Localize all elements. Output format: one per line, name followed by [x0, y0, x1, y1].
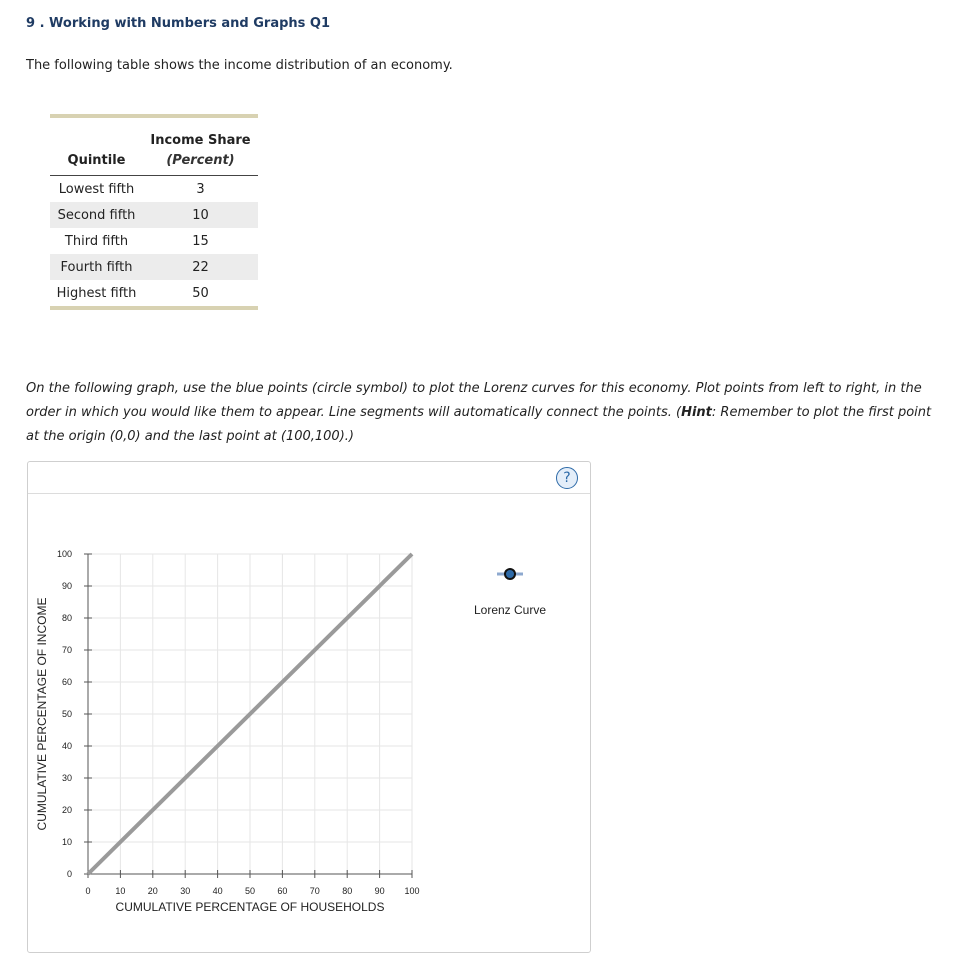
quintile-cell: Third fifth	[64, 233, 129, 249]
lorenz-chart[interactable]	[28, 462, 590, 952]
help-icon: ?	[563, 470, 571, 486]
x-tick-label: 70	[309, 886, 320, 896]
table-row	[50, 280, 258, 306]
y-tick-label: 70	[61, 645, 72, 655]
y-tick-label: 20	[61, 805, 72, 815]
share-cell: 15	[192, 233, 209, 249]
x-tick-label: 60	[277, 886, 288, 896]
share-cell: 50	[192, 285, 209, 301]
quintile-cell: Fourth fifth	[50, 254, 143, 280]
y-tick-label: 60	[61, 677, 72, 687]
x-tick-label: 40	[212, 886, 223, 896]
table-row	[50, 254, 258, 280]
x-tick-label: 0	[85, 886, 91, 896]
x-tick-label: 50	[244, 886, 256, 896]
intro-text: The following table shows the income distribution of an economy.	[26, 58, 453, 73]
legend	[474, 569, 546, 617]
y-axis-title: CUMULATIVE PERCENTAGE OF INCOME	[35, 597, 49, 831]
quintile-cell: Highest fifth	[56, 285, 137, 301]
x-axis-title: CUMULATIVE PERCENTAGE OF HOUSEHOLDS	[115, 900, 385, 914]
lorenz-point-tool[interactable]	[505, 569, 515, 579]
table-row	[50, 228, 258, 254]
share-cell: 10	[143, 202, 258, 228]
share-cell: 22	[143, 254, 258, 280]
y-tick-label: 40	[61, 741, 72, 751]
question-title: 9 . Working with Numbers and Graphs Q1	[26, 16, 331, 31]
income-distribution-table	[50, 114, 258, 310]
hint-label: Hint	[681, 405, 712, 420]
x-tick-label: 10	[115, 886, 126, 896]
y-tick-label: 50	[61, 709, 72, 719]
quintile-cell: Second fifth	[50, 202, 143, 228]
x-tick-label: 90	[374, 886, 385, 896]
x-tick-label: 30	[180, 886, 191, 896]
quintile-cell: Lowest fifth	[58, 181, 135, 197]
x-tick-label: 20	[147, 886, 158, 896]
x-tick-label: 100	[404, 886, 420, 896]
share-cell: 3	[196, 181, 205, 197]
y-tick-label: 90	[61, 581, 72, 591]
header-income-share: Income Share	[150, 133, 251, 148]
legend-label: Lorenz Curve	[473, 603, 547, 617]
instructions-text	[26, 377, 936, 449]
header-quintile: Quintile	[50, 151, 143, 176]
y-tick-label: 0	[66, 869, 72, 879]
instructions-part2: : Remember to plot the first point at the origin (0,0) and the last point at (100,100).)	[26, 405, 932, 444]
header-percent: (Percent)	[143, 151, 258, 176]
x-tick-label: 80	[342, 886, 353, 896]
graph-panel	[27, 461, 591, 953]
y-tick-label: 30	[61, 773, 72, 783]
y-tick-label: 80	[61, 613, 72, 623]
table-row	[50, 202, 258, 228]
y-tick-label: 100	[56, 549, 72, 559]
table-row	[50, 176, 258, 203]
y-tick-label: 10	[61, 837, 72, 847]
instructions-part1: On the following graph, use the blue points (circle symbol) to plot the Lorenz curves for this economy. Plot points from left to right, in the order in which you would like them to appear. Line segments will automatically connect the points. (	[26, 381, 922, 420]
